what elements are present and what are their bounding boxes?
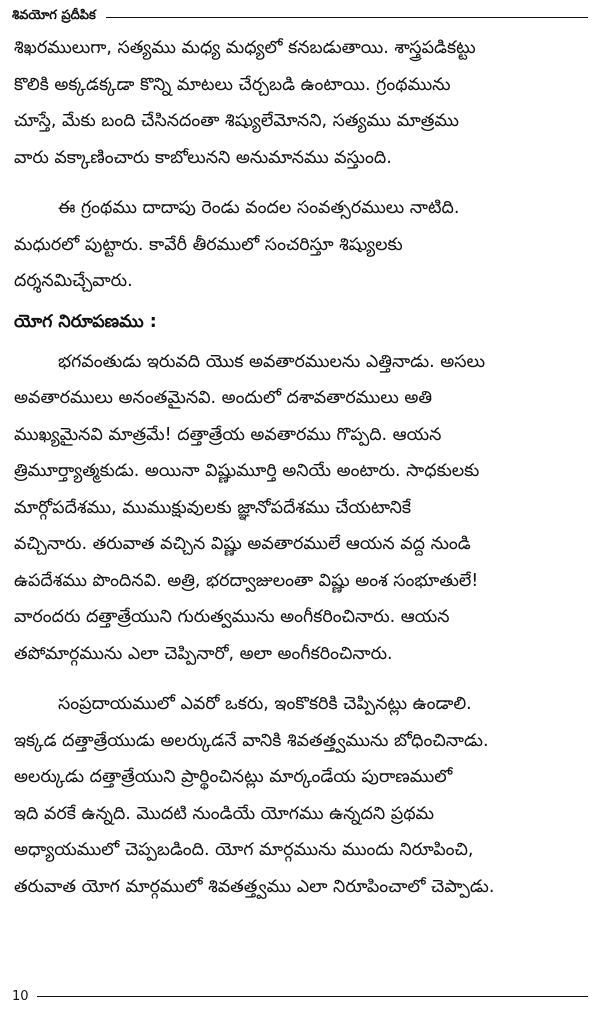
text-line: దర్శనమిచ్చేవారు. xyxy=(14,271,133,291)
text-line: తరువాత యోగ మార్గములో శివతత్త్వము ఎలా నిరూపించాలో చెప్పాడు. xyxy=(14,876,495,897)
text-line: భగవంతుడు ఇరువది యొక అవతారములను ఎత్తినాడు. అసలు xyxy=(58,351,486,372)
text-line: కొలికి అక్కడక్కడా కొన్ని మాటలు చేర్చబడి ఉంటాయి. గ్రంథమును xyxy=(14,74,451,95)
text-line: అధ్యాయములో చెప్పబడింది. యోగ మార్గమును ముందు నిరూపించి, xyxy=(14,840,474,860)
paragraph-1 xyxy=(14,30,586,176)
text-line: వారు వక్కాణించారు కాబోలునని అనుమానము వస్తుంది. xyxy=(14,147,392,168)
footer-rule xyxy=(37,996,588,997)
text-line: అవతారములు అనంతమైనవి. అందులో దశావతారములు అతి xyxy=(14,388,433,408)
text-line: చూస్తే, మేకు బంది చేసినదంతా శిష్యులేమోనని, సత్యము మాత్రము xyxy=(14,111,459,131)
text-line: ఉపదేశము పొందినవి. అత్రి, భరద్వాజులంతా విష్ణు అంశ సంభూతులే! xyxy=(14,570,479,591)
paragraph-2 xyxy=(14,190,586,300)
text-line: శిఖరములుగా, సత్యము మధ్య మధ్యలో కనబడుతాయి. శాస్త్రపడికట్టు xyxy=(14,38,476,58)
text-line: ఇది వరకే ఉన్నది. మొదటి నుండియే యోగము ఉన్నదని ప్రథమ xyxy=(14,803,435,824)
section-heading: యోగ నిరూపణము : xyxy=(14,311,157,332)
text-line: వారందరు దత్తాత్రేయుని గురుత్వమును అంగీకరించినారు. ఆయన xyxy=(14,607,450,627)
page-number: 10 xyxy=(12,988,29,1004)
text-line: వచ్చినారు. తరువాత వచ్చిన విష్ణు అవతారములే ఆయన వద్ద నుండి xyxy=(14,534,471,554)
paragraph-3 xyxy=(14,344,586,673)
text-line: అలర్కుడు దత్తాత్రేయుని ప్రార్థించినట్లు మార్కండేయ పురాణములో xyxy=(14,767,453,787)
page-body xyxy=(14,30,586,905)
running-header xyxy=(12,6,588,28)
header-rule xyxy=(106,17,588,18)
paragraph-gap xyxy=(14,672,586,686)
text-line: సంప్రదాయములో ఎవరో ఒకరు, ఇంకొకరికి చెప్పినట్లు ఉండాలి. xyxy=(58,694,472,714)
text-line: త్రిమూర్త్యాత్మకుడు. అయినా విష్ణుమూర్తి అనియే అంటారు. సాధకులకు xyxy=(14,461,480,481)
text-line: మధురలో పుట్టారు. కావేరీ తీరములో సంచరిస్తూ శిష్యులకు xyxy=(14,234,403,255)
page-footer xyxy=(12,986,588,1006)
text-line: ఈ గ్రంథము దాదాపు రెండు వందల సంవత్సరములు నాటిది. xyxy=(58,198,460,218)
paragraph-gap xyxy=(14,176,586,190)
text-line: ఇక్కడ దత్తాత్రేయుడు అలర్కుడనే వానికి శివతత్త్వమును బోధించినాడు. xyxy=(14,730,489,751)
text-line: తపోమార్గమును ఎలా చెప్పినారో, అలా అంగీకరించినారు. xyxy=(14,643,393,664)
paragraph-4 xyxy=(14,686,586,905)
text-line: ముఖ్యమైనవి మాత్రమే! దత్తాత్రేయ అవతారము గొప్పది. ఆయన xyxy=(14,424,442,445)
running-header-title: శివయోగ ప్రదీపిక xyxy=(12,8,96,23)
text-line: మార్గోపదేశము, ముముక్షువులకు జ్ఞానోపదేశము చేయటానికే xyxy=(14,497,412,518)
